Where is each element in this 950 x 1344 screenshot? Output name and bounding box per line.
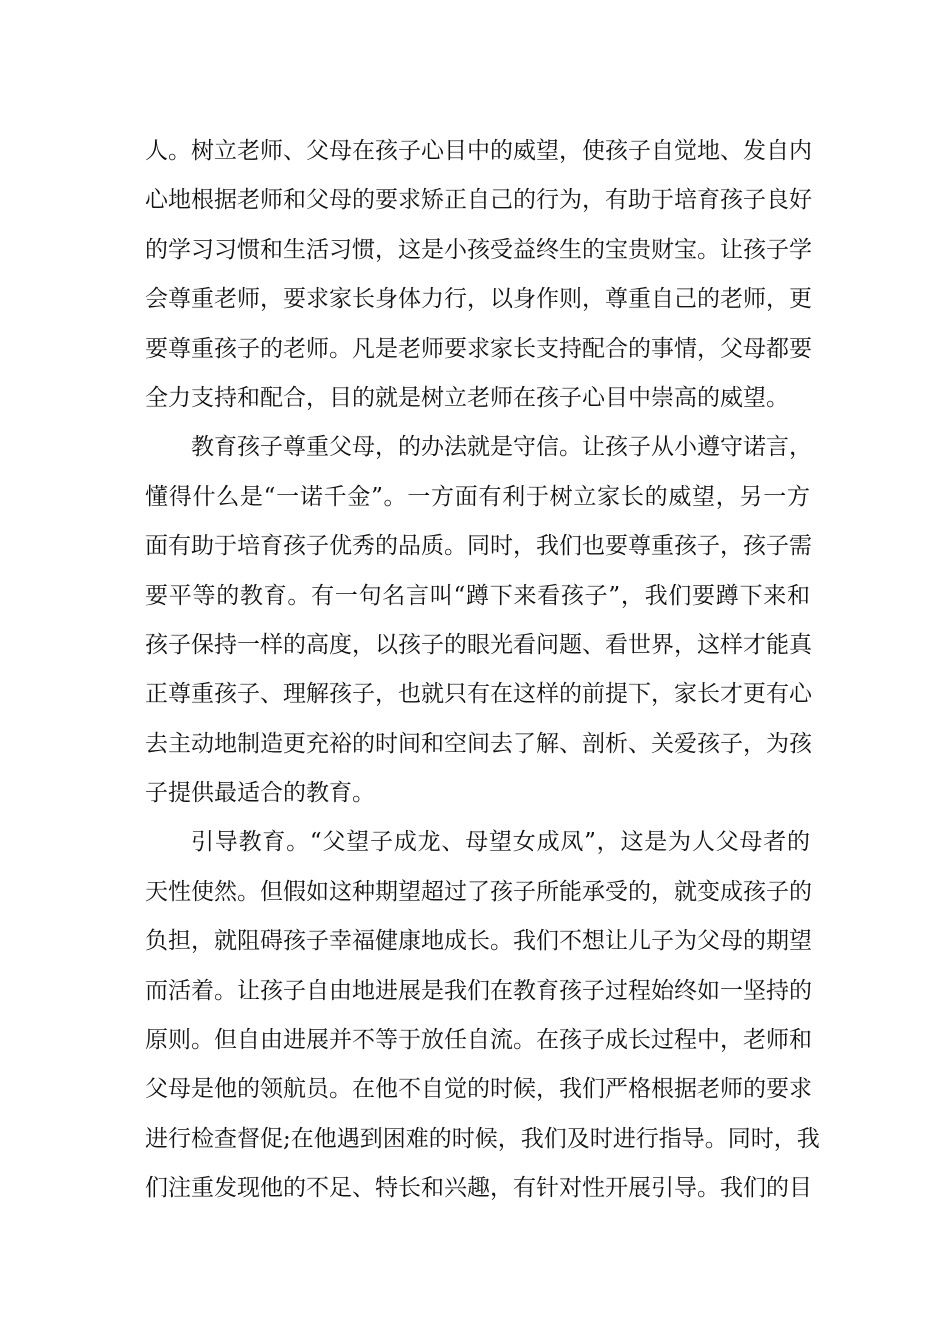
text-line: 引导教育。“父望子成龙、母望女成凤”，这是为人父母者的	[191, 829, 810, 856]
text-line: 要尊重孩子的老师。凡是老师要求家长支持配合的事情，父母都要	[145, 335, 812, 362]
text-line: 正尊重孩子、理解孩子，也就只有在这样的前提下，家长才更有心	[145, 681, 812, 708]
text-line: 要平等的教育。有一句名言叫“蹲下来看孩子”，我们要蹲下来和	[145, 582, 810, 609]
text-line: 会尊重老师，要求家长身体力行，以身作则，尊重自己的老师，更	[145, 286, 812, 313]
text-line: 全力支持和配合，目的就是树立老师在孩子心目中崇高的威望。	[145, 384, 789, 411]
text-line: 们注重发现他的不足、特长和兴趣，有针对性开展引导。我们的目	[145, 1175, 812, 1202]
text-line: 教育孩子尊重父母，的办法就是守信。让孩子从小遵守诺言，	[191, 434, 812, 461]
text-line: 进行检查督促;在他遇到困难的时候，我们及时进行指导。同时，我	[145, 1125, 820, 1152]
text-line: 的学习习惯和生活习惯，这是小孩受益终生的宝贵财宝。让孩子学	[145, 236, 812, 263]
text-line: 人。树立老师、父母在孩子心目中的威望，使孩子自觉地、发自内	[145, 138, 812, 164]
text-line: 孩子保持一样的高度，以孩子的眼光看问题、看世界，这样才能真	[145, 631, 812, 658]
text-line: 子提供最适合的教育。	[145, 780, 375, 807]
text-line: 面有助于培育孩子优秀的品质。同时，我们也要尊重孩子，孩子需	[145, 533, 812, 560]
text-line: 而活着。让孩子自由地进展是我们在教育孩子过程始终如一坚持的	[145, 977, 812, 1004]
text-line: 负担，就阻碍孩子幸福健康地成长。我们不想让儿子为父母的期望	[145, 928, 812, 955]
text-line: 懂得什么是“一诺千金”。一方面有利于树立家长的威望，另一方	[145, 483, 810, 510]
text-line: 天性使然。但假如这种期望超过了孩子所能承受的，就变成孩子的	[145, 878, 812, 905]
text-line: 原则。但自由进展并不等于放任自流。在孩子成长过程中，老师和	[145, 1027, 812, 1054]
body-text	[145, 127, 820, 1214]
text-line: 心地根据老师和父母的要求矫正自己的行为，有助于培育孩子良好	[145, 187, 812, 214]
text-line: 去主动地制造更充裕的时间和空间去了解、剖析、关爱孩子，为孩	[145, 730, 812, 757]
text-line: 父母是他的领航员。在他不自觉的时候，我们严格根据老师的要求	[145, 1076, 812, 1103]
